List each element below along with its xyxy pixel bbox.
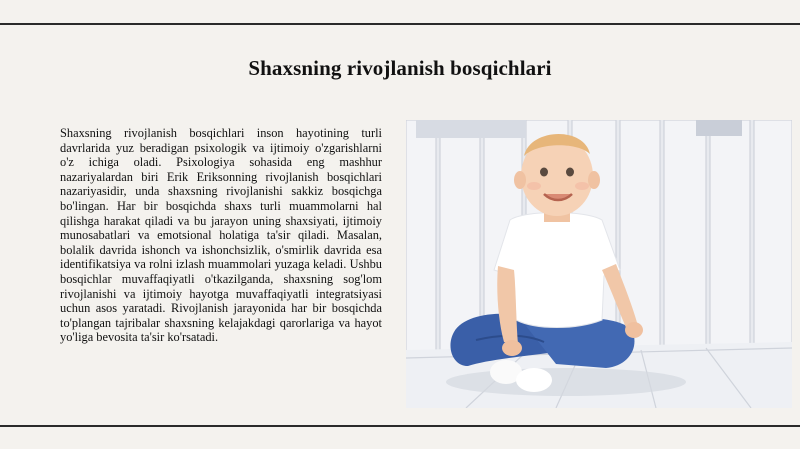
slide-title: Shaxsning rivojlanish bosqichlari	[248, 56, 552, 80]
baby-photo	[406, 120, 792, 408]
body-paragraph: Shaxsning rivojlanish bosqichlari inson hayotining turli davrlarida yuz beradigan psixologik va ijtimoiy o'zgarishlarni o'z ichiga oladi. Psixologiya sohasida eng mashhur nazariyalardan biri Erik Eriksonning rivojlanish bosqichlari nazariyasidir, unda shaxsning rivojlanishi sakkiz bosqichga bo'lingan. Har bir bosqichda shaxs turli muammolarni hal qilishga harakat qiladi va bu jarayon uning shaxsiyati, ijtimoiy munosabatlari va emotsional holatiga ta'sir qiladi. Masalan, bolalik davrida ishonch va ishonchsizlik, o'smirlik davrida esa identifikatsiya va rolni izlash muammolari yuzaga keladi. Ushbu bosqichlar muvaffaqiyatli o'tkazilganda, shaxsning sog'lom rivojlanishi va ijtimoiy hayotga muvaffaqiyatli integratsiyasi uchun asos yaratadi. Rivojlanish jarayonida har bir bosqichda to'plangan tajribalar shaxsning kelajakdagi qarorlariga va hayot yo'liga bevosita ta'sir ko'rsatadi.	[60, 126, 382, 345]
bottom-divider	[0, 425, 800, 427]
top-divider	[0, 23, 800, 25]
